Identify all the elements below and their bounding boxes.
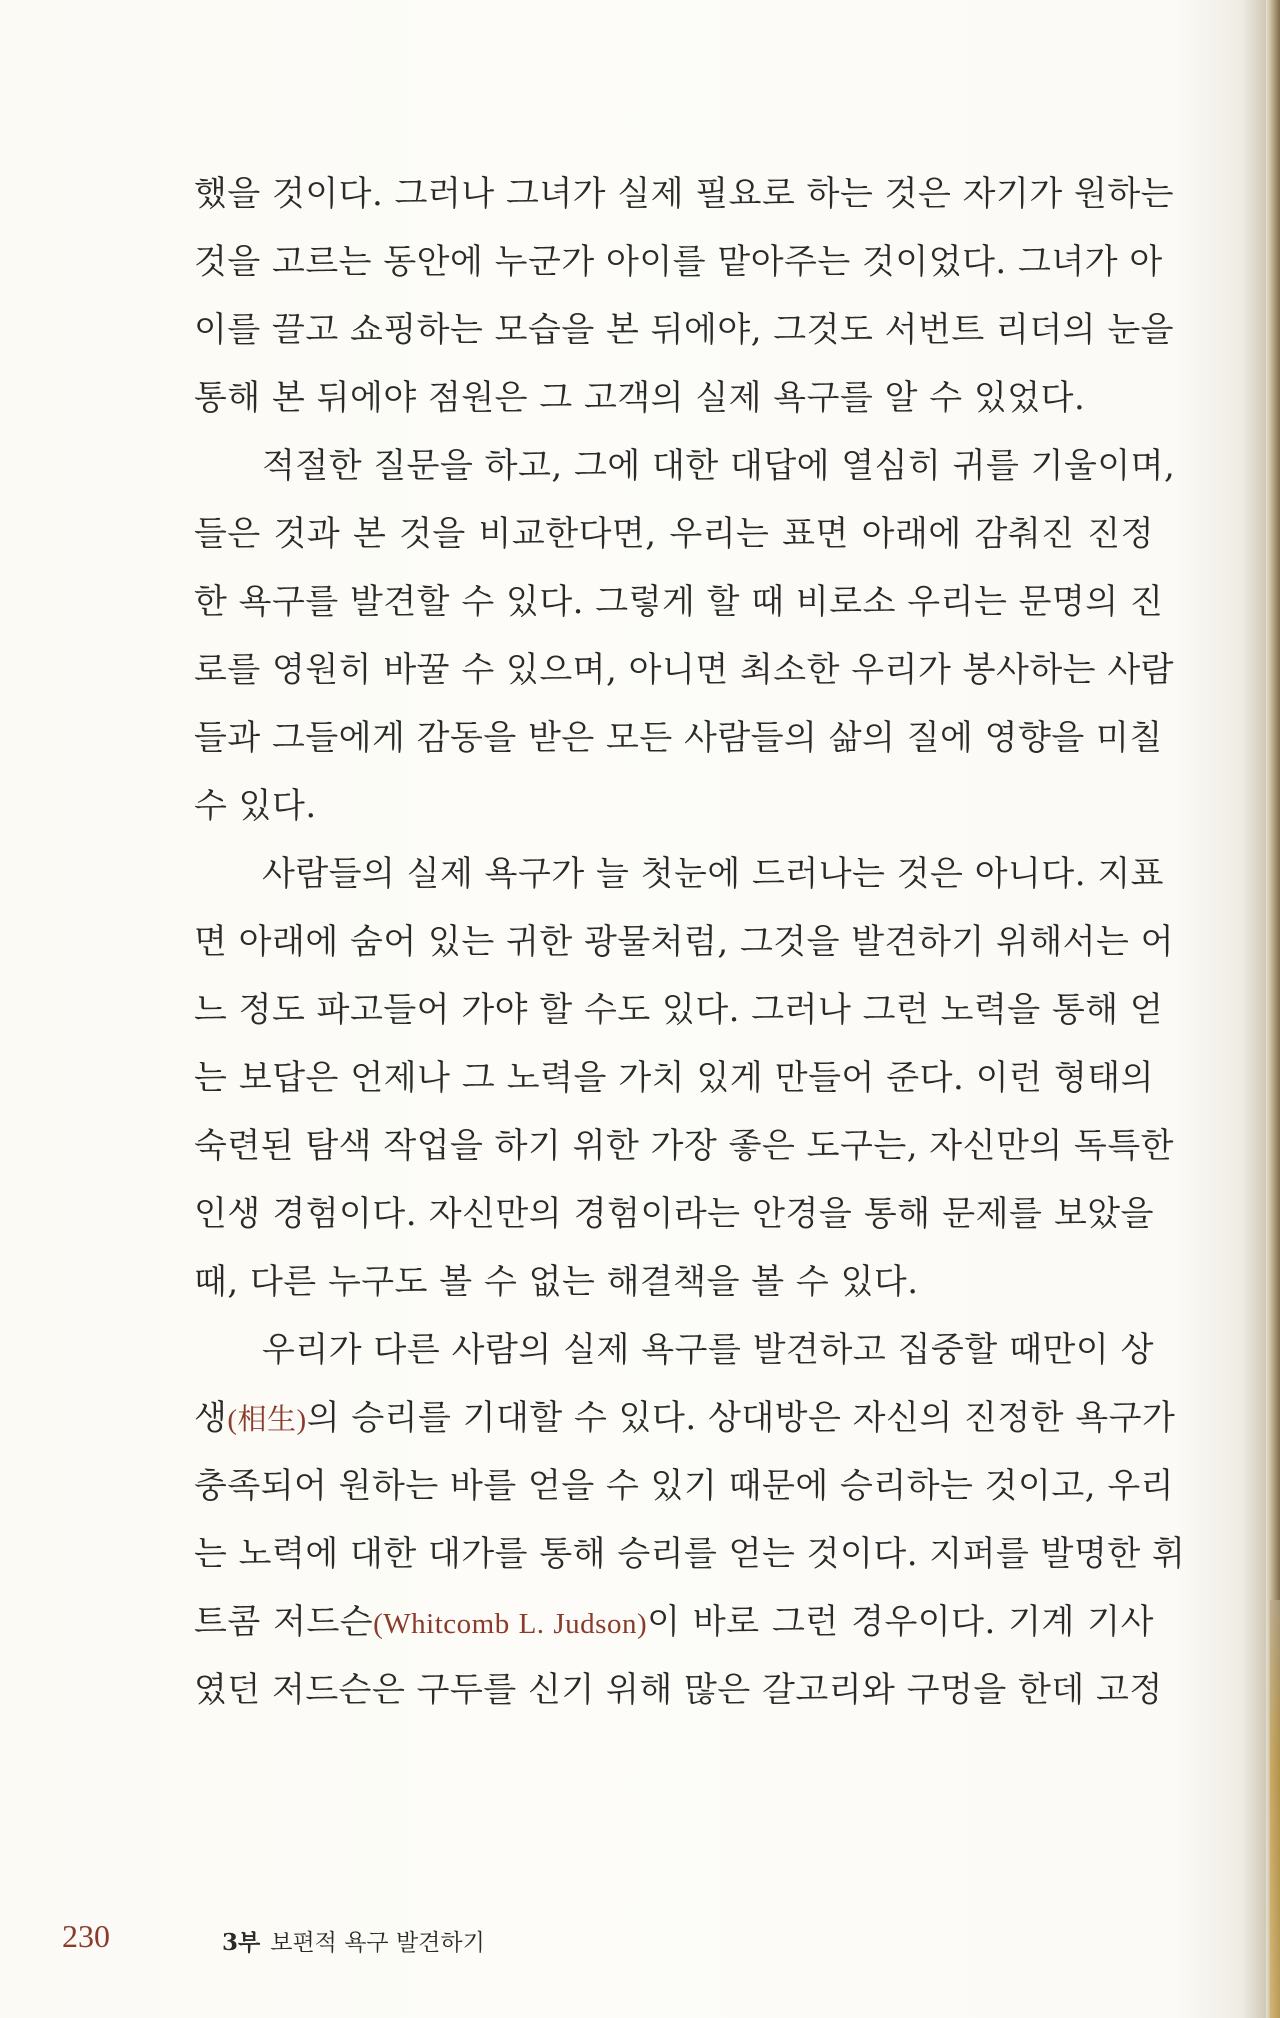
text-line <box>194 296 1175 364</box>
text-span: 의 승리를 기대할 수 있다. 상대방은 자신의 진정한 욕구가 <box>306 1398 1176 1438</box>
text-line <box>194 1588 1154 1656</box>
page-edge-gilt <box>1270 1600 1280 2018</box>
text-span: 적절한 질문을 하고, 그에 대한 대답에 열심히 귀를 기울이며, <box>262 446 1176 486</box>
text-span: 했을 것이다. 그러나 그녀가 실제 필요로 하는 것은 자기가 원하는 <box>194 174 1175 214</box>
paragraph-3 <box>194 840 1175 1316</box>
text-line <box>194 160 1175 228</box>
body-text <box>194 160 1186 1724</box>
text-span: 한 욕구를 발견할 수 있다. 그렇게 할 때 비로소 우리는 문명의 진 <box>194 582 1164 622</box>
text-span: 통해 본 뒤에야 점원은 그 고객의 실제 욕구를 알 수 있었다. <box>194 378 1086 418</box>
text-span: 이 바로 그런 경우이다. 기계 기사 <box>647 1602 1154 1642</box>
text-line <box>194 228 1163 296</box>
text-line <box>194 1112 1175 1180</box>
text-span: 충족되어 원하는 바를 얻을 수 있기 때문에 승리하는 것이고, 우리 <box>194 1466 1175 1506</box>
page-number: 230 <box>62 1918 110 1954</box>
english-name-annotation: (Whitcomb L. Judson) <box>373 1608 648 1640</box>
text-span: 는 노력에 대한 대가를 통해 승리를 얻는 것이다. 지퍼를 발명한 휘 <box>194 1534 1186 1574</box>
text-line <box>194 1384 1176 1452</box>
text-span: 로를 영원히 바꿀 수 있으며, 아니면 최소한 우리가 봉사하는 사람 <box>194 650 1175 690</box>
text-span: 사람들의 실제 욕구가 늘 첫눈에 드러나는 것은 아니다. 지표 <box>262 854 1165 894</box>
text-line <box>194 1520 1186 1588</box>
text-line <box>194 908 1175 976</box>
text-line <box>194 364 1154 432</box>
text-line <box>194 432 1176 500</box>
text-span: 이를 끌고 쇼핑하는 모습을 본 뒤에야, 그것도 서번트 리더의 눈을 <box>194 310 1175 350</box>
text-line <box>194 1180 1154 1248</box>
text-line <box>194 772 1154 840</box>
paragraph-2 <box>194 432 1176 840</box>
text-span: 면 아래에 숨어 있는 귀한 광물처럼, 그것을 발견하기 위해서는 어 <box>194 922 1175 962</box>
text-line <box>194 1248 1154 1316</box>
text-line <box>194 500 1154 568</box>
text-span: 였던 저드슨은 구두를 신기 위해 많은 갈고리와 구멍을 한데 고정 <box>194 1670 1163 1710</box>
text-line <box>194 636 1175 704</box>
text-line <box>194 1452 1175 1520</box>
text-span: 때, 다른 누구도 볼 수 없는 해결책을 볼 수 있다. <box>194 1262 919 1302</box>
text-span: 숙련된 탐색 작업을 하기 위한 가장 좋은 도구는, 자신만의 독특한 <box>194 1126 1175 1166</box>
text-span: 것을 고르는 동안에 누군가 아이를 맡아주는 것이었다. 그녀가 아 <box>194 242 1163 282</box>
running-footer <box>222 1924 485 1957</box>
text-span: 느 정도 파고들어 가야 할 수도 있다. 그러나 그런 노력을 통해 얻 <box>194 990 1164 1030</box>
text-span: 들과 그들에게 감동을 받은 모든 사람들의 삶의 질에 영향을 미칠 <box>194 718 1163 758</box>
text-span: 수 있다. <box>194 786 317 826</box>
text-line <box>194 840 1165 908</box>
text-span: 인생 경험이다. 자신만의 경험이라는 안경을 통해 문제를 보았을 <box>194 1194 1154 1234</box>
text-span: 생 <box>194 1398 228 1438</box>
text-span: 들은 것과 본 것을 비교한다면, 우리는 표면 아래에 감춰진 진정 <box>194 514 1154 554</box>
text-line <box>194 1044 1154 1112</box>
text-line <box>194 1656 1163 1724</box>
part-number: 3부 <box>222 1929 261 1956</box>
text-line <box>194 568 1164 636</box>
text-span: 우리가 다른 사람의 실제 욕구를 발견하고 집중할 때만이 상 <box>262 1330 1154 1370</box>
paragraph-1 <box>194 160 1175 432</box>
paragraph-4 <box>194 1316 1186 1724</box>
text-line <box>194 1316 1154 1384</box>
hanja-annotation: (相生) <box>227 1404 307 1436</box>
text-line <box>194 976 1164 1044</box>
text-span: 트콤 저드슨 <box>194 1602 374 1642</box>
text-span: 는 보답은 언제나 그 노력을 가치 있게 만들어 준다. 이런 형태의 <box>194 1058 1154 1098</box>
text-line <box>194 704 1163 772</box>
part-title: 보편적 욕구 발견하기 <box>270 1930 485 1956</box>
